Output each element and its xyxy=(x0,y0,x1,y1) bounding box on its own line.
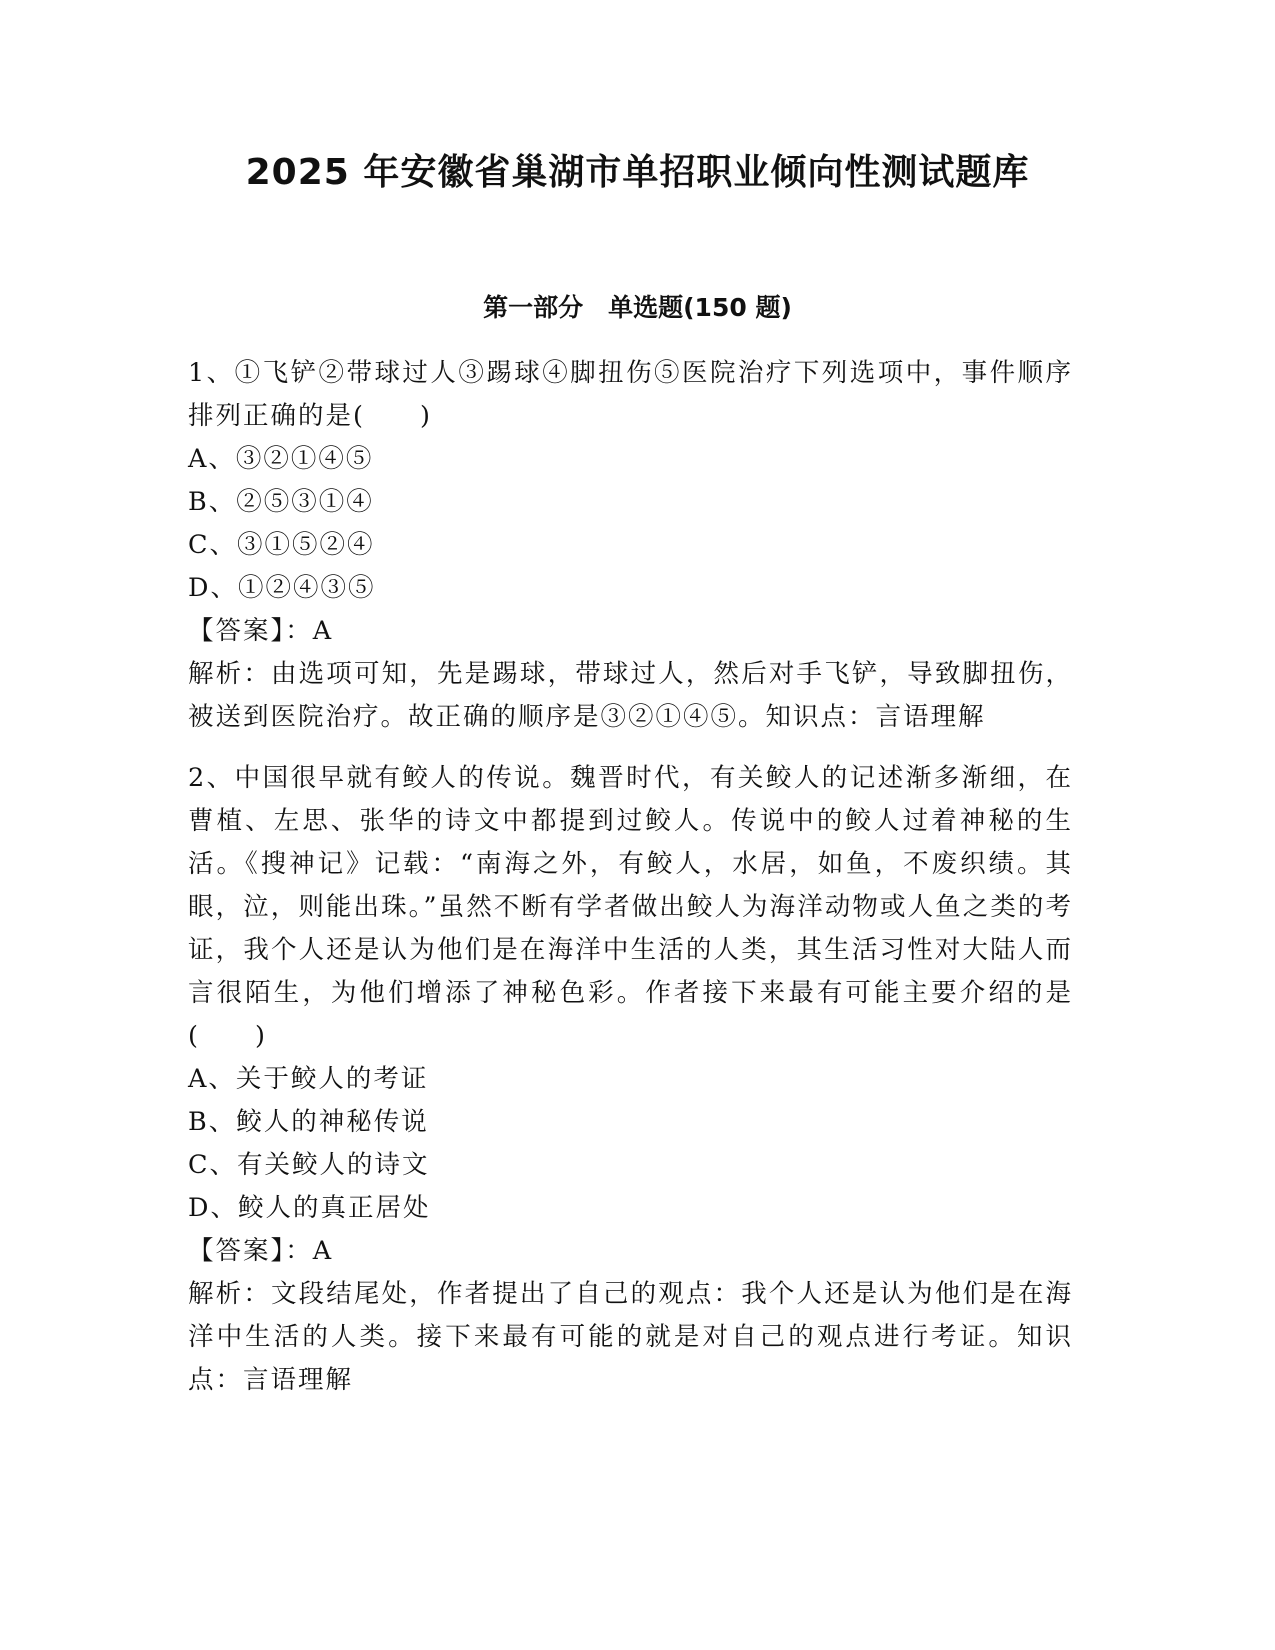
option-b: B、鲛人的神秘传说 xyxy=(188,1107,429,1137)
question-list xyxy=(188,352,1073,1402)
option-a: A、关于鲛人的考证 xyxy=(188,1064,429,1094)
option-c: C、有关鲛人的诗文 xyxy=(188,1150,430,1180)
option-b: B、②⑤③①④ xyxy=(188,487,374,517)
question-1 xyxy=(188,352,1073,739)
question-stem: 1、①飞铲②带球过人③踢球④脚扭伤⑤医院治疗下列选项中，事件顺序排列正确的是( ) xyxy=(188,358,1073,431)
option-d: D、①②④③⑤ xyxy=(188,573,376,603)
option-d: D、鲛人的真正居处 xyxy=(188,1193,431,1223)
analysis-text: 解析：由选项可知，先是踢球，带球过人，然后对手飞铲，导致脚扭伤，被送到医院治疗。故正确的顺序是③②①④⑤。知识点：言语理解 xyxy=(188,659,1073,732)
answer-line: 【答案】：A xyxy=(188,1236,334,1266)
document-title: 2025 年安徽省巢湖市单招职业倾向性测试题库 xyxy=(245,152,1030,193)
option-a: A、③②①④⑤ xyxy=(188,444,374,474)
question-stem: 2、中国很早就有鲛人的传说。魏晋时代，有关鲛人的记述渐多渐细，在曹植、左思、张华的诗文中都提到过鲛人。传说中的鲛人过着神秘的生活。《搜神记》记载：“南海之外，有鲛人，水居，如鱼，不废织绩。其眼，泣，则能出珠。”虽然不断有学者做出鲛人为海洋动物或人鱼之类的考证，我个人还是认为他们是在海洋中生活的人类，其生活习性对大陆人而言很陌生，为他们增添了神秘色彩。作者接下来最有可能主要介绍的是( ) xyxy=(188,763,1073,1051)
answer-line: 【答案】：A xyxy=(188,616,334,646)
question-divider xyxy=(188,739,1073,757)
analysis-text: 解析：文段结尾处，作者提出了自己的观点：我个人还是认为他们是在海洋中生活的人类。接下来最有可能的就是对自己的观点进行考证。知识点：言语理解 xyxy=(188,1279,1073,1395)
option-c: C、③①⑤②④ xyxy=(188,530,375,560)
question-2 xyxy=(188,757,1073,1402)
section-heading: 第一部分 单选题(150 题) xyxy=(483,293,792,322)
